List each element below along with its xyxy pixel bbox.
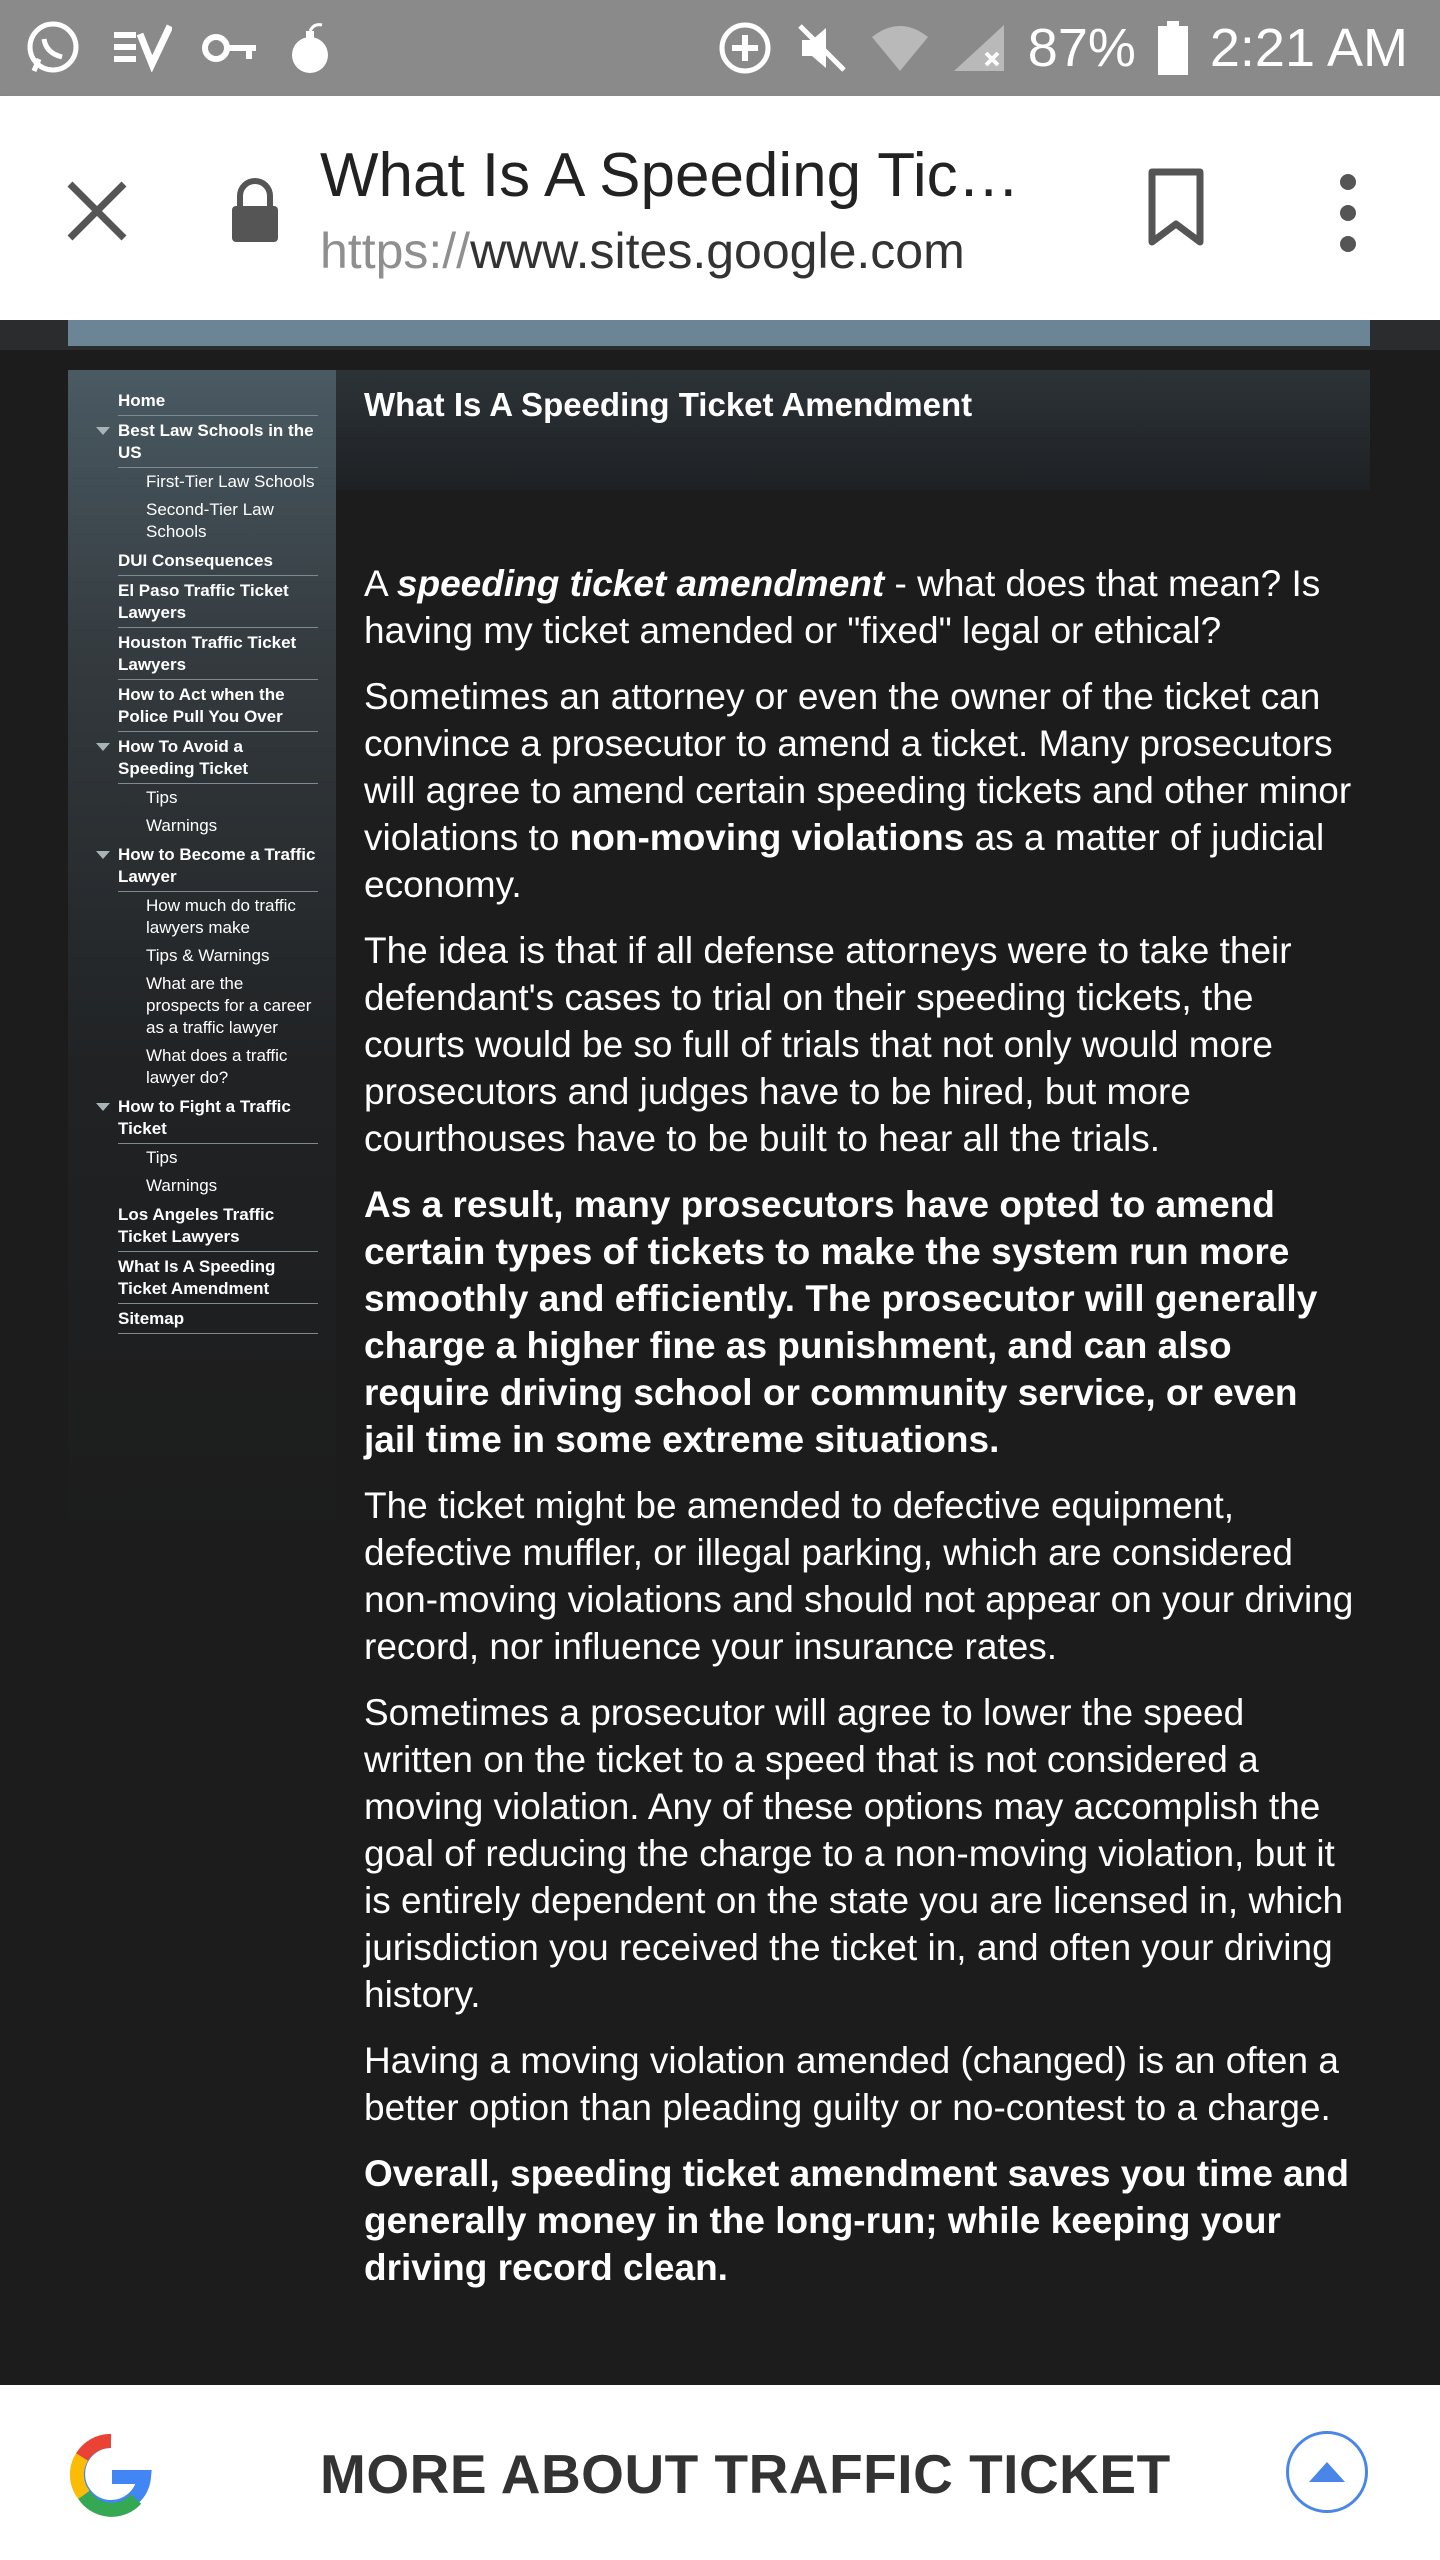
mute-icon	[796, 22, 848, 74]
sidebar-item[interactable]	[118, 628, 318, 680]
sidebar-item[interactable]	[118, 576, 318, 628]
nav-list	[68, 386, 336, 1334]
sidebar-subitem[interactable]: What are the prospects for a career as a traffic lawyer	[146, 974, 312, 1037]
paragraph-8: Overall, speeding ticket amendment saves you time and generally money in the long-run; while keeping your driving record clean.	[364, 2153, 1349, 2288]
page-title[interactable]: What Is A Speeding Tic…	[320, 141, 1020, 210]
paragraph-3: The idea is that if all defense attorneys were to take their defendant's cases to trial on their speeding tickets, the courts would be so full of trials that not only would more prosecutors and judges have to be hired, but more courthouses have to be built to hear all the trials.	[364, 930, 1292, 1159]
site-header-strip	[68, 320, 1370, 346]
sidebar-item-label: Sitemap	[118, 1309, 185, 1328]
status-bar	[0, 0, 1440, 96]
battery-percent: 87%	[1027, 18, 1136, 78]
bookmark-icon[interactable]	[1146, 168, 1206, 246]
paragraph-1	[364, 560, 1354, 654]
sidebar-subitem[interactable]: Warnings	[146, 816, 218, 835]
sidebar-item[interactable]	[118, 1092, 318, 1144]
sidebar-subitem[interactable]: Tips & Warnings	[146, 946, 270, 965]
sidebar-item[interactable]	[118, 386, 318, 416]
whatsapp-icon	[24, 19, 82, 77]
sidebar-item-label: Houston Traffic Ticket Lawyers	[118, 633, 297, 674]
article-body	[364, 560, 1354, 2310]
sidebar-item-label: What Is A Speeding Ticket Amendment	[118, 1257, 276, 1298]
sidebar-subitem[interactable]: Tips	[146, 788, 178, 807]
paragraph-4: As a result, many prosecutors have opted to amend certain types of tickets to make the system run more smoothly and efficiently. The prosecutor will generally charge a higher fine as punishment, and can also require driving school or community service, or even jail time in some extreme situations.	[364, 1184, 1318, 1460]
sidebar-item[interactable]	[118, 732, 318, 784]
clock: 2:21 AM	[1209, 18, 1408, 78]
sidebar-item-label: How To Avoid a Speeding Ticket	[118, 737, 249, 778]
sidebar-item[interactable]	[118, 1304, 318, 1334]
paragraph-2	[364, 673, 1354, 908]
url-host: www.sites.google.com	[470, 223, 965, 279]
p1-emphasis: speeding ticket amendment	[396, 563, 885, 604]
url-text[interactable]	[320, 220, 965, 282]
battery-icon	[1158, 21, 1188, 75]
sidebar-subitem[interactable]: Tips	[146, 1148, 178, 1167]
web-page	[0, 320, 1440, 2385]
paragraph-5: The ticket might be amended to defective equipment, defective muffler, or illegal parking, which are considered non-moving violations and should not appear on your driving record, nor influence your insurance rates.	[364, 1485, 1354, 1667]
paragraph-6: Sometimes a prosecutor will agree to lower the speed written on the ticket to a speed that is not considered a moving violation. Any of these options may accomplish the goal of reducing the charge to a non-moving violation, but it is entirely dependent on the state you are licensed in, which jurisdiction you received the ticket in, and often your driving history.	[364, 1692, 1344, 2015]
key-icon	[202, 28, 258, 68]
sidebar-subitem[interactable]: First-Tier Law Schools	[146, 472, 315, 491]
sidebar-nav	[68, 370, 336, 2285]
sidebar-item[interactable]	[118, 1200, 318, 1252]
contextual-search-bar[interactable]	[0, 2385, 1440, 2560]
bomb-icon	[288, 21, 332, 75]
sidebar-item[interactable]	[118, 680, 318, 732]
close-icon[interactable]	[62, 176, 132, 246]
more-options-icon[interactable]	[1326, 168, 1370, 258]
chevron-up-icon	[1289, 2434, 1365, 2510]
browser-toolbar	[0, 96, 1440, 320]
p1-text-a: A	[364, 563, 397, 604]
sidebar-item-label: How to Become a Traffic Lawyer	[118, 845, 316, 886]
sidebar-item[interactable]	[118, 840, 318, 892]
p1-text-b: - what does that mean? Is having my ticket amended or "fixed" legal or ethical?	[364, 563, 1321, 651]
expand-triangle-icon[interactable]	[96, 851, 110, 859]
data-saver-icon	[716, 19, 774, 77]
expand-triangle-icon[interactable]	[96, 1103, 110, 1111]
signal-icon	[952, 23, 1006, 73]
sidebar-subitem[interactable]: Warnings	[146, 1176, 218, 1195]
sidebar-item-label: DUI Consequences	[118, 551, 273, 570]
paragraph-7: Having a moving violation amended (changed) is an often a better option than pleading guilty or no-contest to a charge.	[364, 2040, 1339, 2128]
url-scheme: https://	[320, 223, 471, 279]
p2-strong: non-moving violations	[569, 817, 965, 858]
sidebar-item-label: Home	[118, 391, 166, 410]
wifi-icon	[870, 23, 930, 73]
expand-button[interactable]	[1286, 2431, 1368, 2513]
sidebar-item-label: How to Act when the Police Pull You Over	[118, 685, 285, 726]
sidebar-item-label: Best Law Schools in the US	[118, 421, 314, 462]
sidebar-subitem[interactable]: Second-Tier Law Schools	[146, 500, 274, 541]
sidebar-item[interactable]	[118, 546, 318, 576]
more-about-label[interactable]: MORE ABOUT TRAFFIC TICKET	[320, 2443, 1171, 2505]
expand-triangle-icon[interactable]	[96, 427, 110, 435]
google-logo-icon	[66, 2429, 156, 2519]
lock-icon[interactable]	[228, 178, 282, 244]
sidebar-subitem[interactable]: How much do traffic lawyers make	[146, 896, 296, 937]
verizon-icon	[112, 24, 172, 72]
sidebar-item-label: How to Fight a Traffic Ticket	[118, 1097, 291, 1138]
p2-text-b: as a matter of judicial economy.	[364, 817, 1325, 905]
sidebar-item[interactable]	[118, 1252, 318, 1304]
sidebar-subitem[interactable]: What does a traffic lawyer do?	[146, 1046, 288, 1087]
p2-text-a: Sometimes an attorney or even the owner of the ticket can convince a prosecutor to amend a ticket. Many prosecutors will agree to amend certain speeding tickets and other minor violations to	[364, 676, 1352, 858]
sidebar-item-label: Los Angeles Traffic Ticket Lawyers	[118, 1205, 275, 1246]
article-title: What Is A Speeding Ticket Amendment	[364, 386, 973, 423]
expand-triangle-icon[interactable]	[96, 743, 110, 751]
sidebar-item-label: El Paso Traffic Ticket Lawyers	[118, 581, 289, 622]
sidebar-item[interactable]	[118, 416, 318, 468]
